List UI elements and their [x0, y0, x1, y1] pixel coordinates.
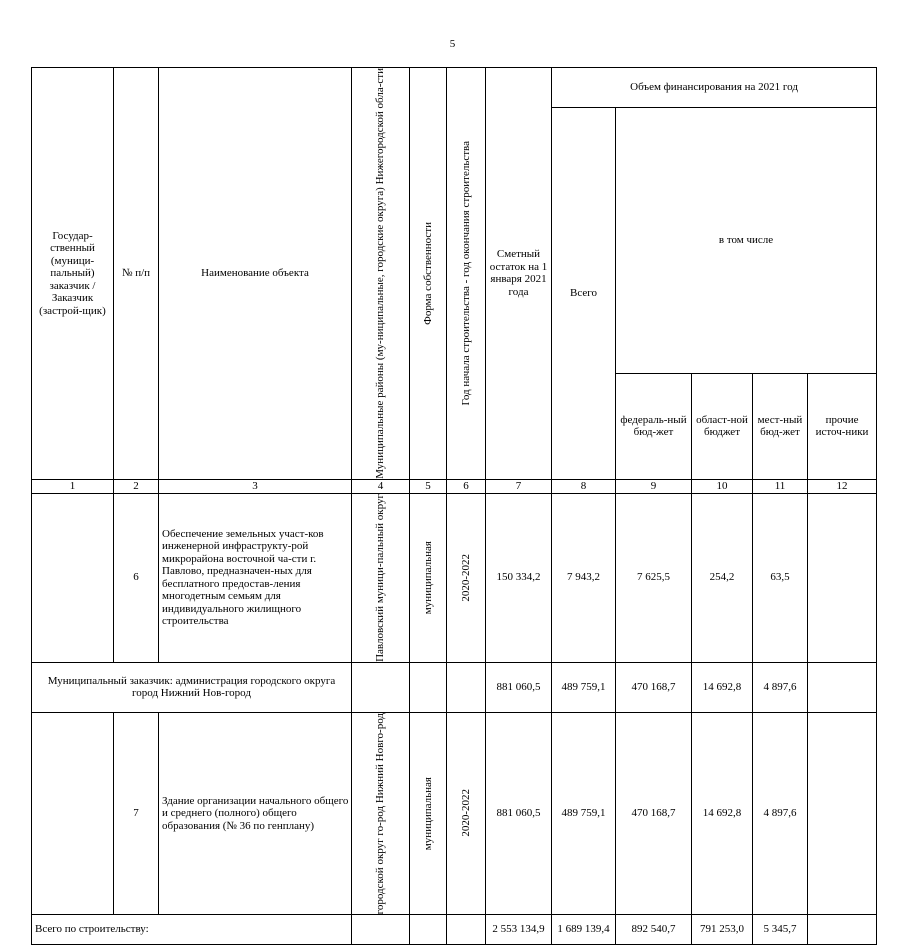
- table-row: [32, 493, 877, 662]
- totals-row-years: [447, 915, 486, 945]
- row6-balance: 150 334,2: [486, 493, 552, 662]
- header-including: в том числе: [616, 108, 877, 374]
- totals-row-local: 5 345,7: [753, 915, 808, 945]
- row6-regional: 254,2: [692, 493, 753, 662]
- header-ownership: Форма собственности: [410, 68, 447, 480]
- totals-row-balance: 2 553 134,9: [486, 915, 552, 945]
- row7-federal: 470 168,7: [616, 712, 692, 914]
- col-number: 7: [486, 479, 552, 493]
- table-row: [32, 662, 877, 712]
- row7-other: [808, 712, 877, 914]
- header-object-name: Наименование объекта: [159, 68, 352, 480]
- totals-row-regional: 791 253,0: [692, 915, 753, 945]
- col-number: 1: [32, 479, 114, 493]
- customer-row-years: [447, 662, 486, 712]
- header-customer: Государ-ственный (муници-пальный) заказчик / Заказчик (застрой-щик): [32, 68, 114, 480]
- totals-row-label: Всего по строительству:: [32, 915, 352, 945]
- header-financing: Объем финансирования на 2021 год: [552, 68, 877, 108]
- row6-ownership: муниципальная: [410, 493, 447, 662]
- header-districts: Муниципальные районы (му-ниципальные, городские округа) Нижегородской обла-сти: [352, 68, 410, 480]
- header-local: мест-ный бюд-жет: [753, 373, 808, 479]
- col-number: 3: [159, 479, 352, 493]
- customer-row-total: 489 759,1: [552, 662, 616, 712]
- header-federal: федераль-ный бюд-жет: [616, 373, 692, 479]
- col-number: 8: [552, 479, 616, 493]
- row6-other: [808, 493, 877, 662]
- row7-customer: [32, 712, 114, 914]
- row6-num: 6: [114, 493, 159, 662]
- table-row: [32, 712, 877, 914]
- row6-customer: [32, 493, 114, 662]
- customer-row-local: 4 897,6: [753, 662, 808, 712]
- totals-row-other: [808, 915, 877, 945]
- header-num: № п/п: [114, 68, 159, 480]
- col-number: 9: [616, 479, 692, 493]
- col-number: 11: [753, 479, 808, 493]
- table-row: [32, 915, 877, 945]
- row7-name: Здание организации начального общего и среднего (полного) общего образования (№ 36 по генплану): [159, 712, 352, 914]
- row7-total: 489 759,1: [552, 712, 616, 914]
- page-number: 5: [449, 38, 456, 50]
- row6-total: 7 943,2: [552, 493, 616, 662]
- row6-name: Обеспечение земельных участ-ков инженерной инфраструкту-рой микрорайона восточной ча-сти г. Павлово, предназначен-ных для бесплатного предостав-ления многодетным семьям для индивидуального жилищного строительства: [159, 493, 352, 662]
- row6-federal: 7 625,5: [616, 493, 692, 662]
- col-number: 4: [352, 479, 410, 493]
- totals-row-federal: 892 540,7: [616, 915, 692, 945]
- customer-row-other: [808, 662, 877, 712]
- header-other: прочие источ-ники: [808, 373, 877, 479]
- row7-local: 4 897,6: [753, 712, 808, 914]
- col-number: 10: [692, 479, 753, 493]
- header-years: Год начала строительства - год окончания строительства: [447, 68, 486, 480]
- row7-ownership: муниципальная: [410, 712, 447, 914]
- header-balance: Сметный остаток на 1 января 2021 года: [486, 68, 552, 480]
- customer-row-balance: 881 060,5: [486, 662, 552, 712]
- col-number: 6: [447, 479, 486, 493]
- totals-row-district: [352, 915, 410, 945]
- row7-regional: 14 692,8: [692, 712, 753, 914]
- row6-local: 63,5: [753, 493, 808, 662]
- customer-row-federal: 470 168,7: [616, 662, 692, 712]
- row7-balance: 881 060,5: [486, 712, 552, 914]
- customer-row-label: Муниципальный заказчик: администрация городского округа город Нижний Нов-город: [32, 662, 352, 712]
- col-number: 12: [808, 479, 877, 493]
- row6-years: 2020-2022: [447, 493, 486, 662]
- col-number: 2: [114, 479, 159, 493]
- totals-row-total: 1 689 139,4: [552, 915, 616, 945]
- customer-row-district: [352, 662, 410, 712]
- financing-table: [31, 67, 877, 945]
- header-total: Всего: [552, 108, 616, 480]
- totals-row-ownership: [410, 915, 447, 945]
- col-number: 5: [410, 479, 447, 493]
- customer-row-ownership: [410, 662, 447, 712]
- row6-district: Павловский муници-пальный округ: [352, 493, 410, 662]
- row7-num: 7: [114, 712, 159, 914]
- row7-years: 2020-2022: [447, 712, 486, 914]
- row7-district: городской округ го-род Нижний Новго-род: [352, 712, 410, 914]
- header-regional: област-ной бюджет: [692, 373, 753, 479]
- customer-row-regional: 14 692,8: [692, 662, 753, 712]
